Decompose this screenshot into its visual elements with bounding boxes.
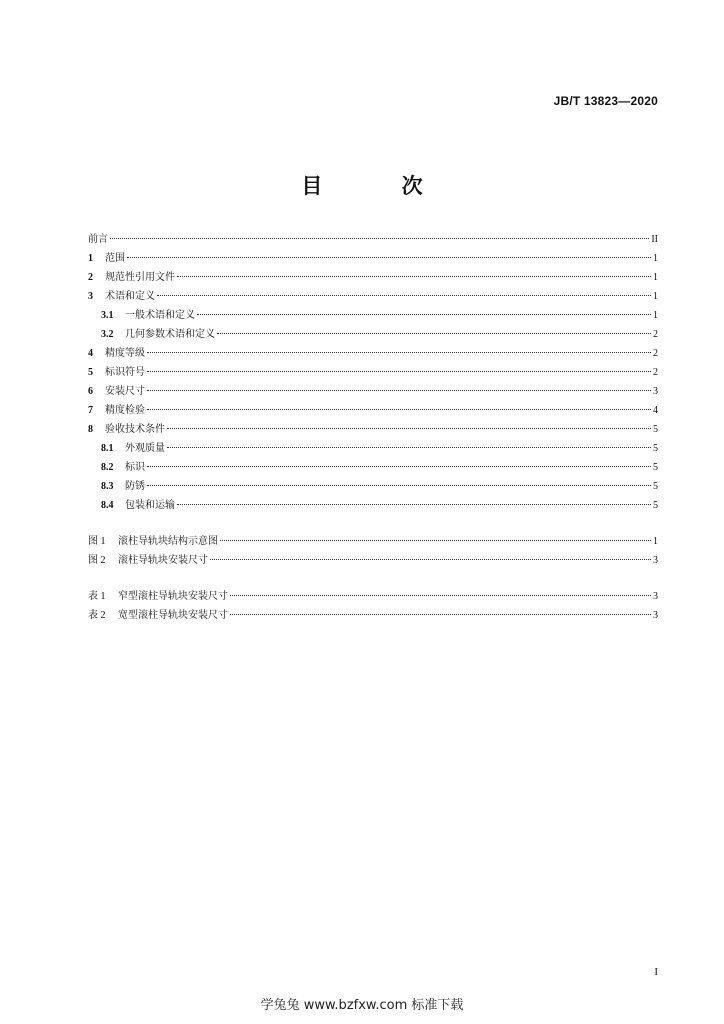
toc-entry[interactable] — [88, 344, 658, 363]
toc-entry-label: 规范性引用文件 — [105, 272, 175, 283]
toc-entry-number: 5 — [88, 367, 93, 378]
toc-entry-page: 5 — [653, 443, 658, 454]
table-of-contents — [88, 230, 658, 625]
toc-entry[interactable] — [88, 458, 658, 477]
toc-entry[interactable] — [88, 268, 658, 287]
dot-leader — [167, 447, 651, 448]
toc-entry-page: 5 — [653, 500, 658, 511]
toc-entry-number: 8 — [88, 424, 93, 435]
toc-entry-label: 一般术语和定义 — [125, 310, 195, 321]
toc-entry-page: 1 — [653, 253, 658, 264]
toc-entry-number: 8.4 — [101, 500, 114, 511]
toc-entry-label: 滚柱导轨块安装尺寸 — [118, 555, 208, 566]
dot-leader — [110, 238, 649, 239]
dot-leader — [147, 371, 651, 372]
toc-entry-number: 1 — [88, 253, 93, 264]
toc-entry[interactable] — [88, 230, 658, 249]
dot-leader — [167, 428, 651, 429]
toc-entry-number: 4 — [88, 348, 93, 359]
toc-figure-entry[interactable] — [88, 532, 658, 551]
toc-entry-label: 窄型滚柱导轨块安装尺寸 — [118, 591, 228, 602]
toc-entry-label: 标识 — [125, 462, 145, 473]
dot-leader — [210, 559, 651, 560]
toc-entry-page: 3 — [653, 555, 658, 566]
toc-entry-label: 外观质量 — [125, 443, 165, 454]
dot-leader — [147, 485, 651, 486]
toc-entry-label: 前言 — [88, 234, 108, 245]
toc-entry-number: 8.1 — [101, 443, 114, 454]
toc-entry-page: 3 — [653, 386, 658, 397]
page-title: 目 次 — [301, 174, 459, 198]
toc-entry-number: 7 — [88, 405, 93, 416]
toc-entry-page: 4 — [653, 405, 658, 416]
dot-leader — [147, 466, 651, 467]
toc-entry-label: 标识符号 — [105, 367, 145, 378]
toc-entry-label: 包装和运输 — [125, 500, 175, 511]
toc-entry-label: 滚柱导轨块结构示意图 — [118, 536, 218, 547]
dot-leader — [147, 352, 651, 353]
toc-entry[interactable] — [88, 325, 658, 344]
toc-figure-entry[interactable] — [88, 551, 658, 570]
toc-table-entry[interactable] — [88, 587, 658, 606]
toc-entry-label: 验收技术条件 — [105, 424, 165, 435]
toc-entry-number: 6 — [88, 386, 93, 397]
toc-entry[interactable] — [88, 496, 658, 515]
toc-entry-number: 表 1 — [88, 591, 106, 602]
toc-entry[interactable] — [88, 382, 658, 401]
dot-leader — [230, 614, 651, 615]
page-number: I — [654, 966, 658, 978]
toc-entry-label: 几何参数术语和定义 — [125, 329, 215, 340]
toc-entry-page: 1 — [653, 536, 658, 547]
dot-leader — [197, 314, 651, 315]
toc-entry-page: 5 — [653, 424, 658, 435]
toc-figures — [88, 532, 658, 570]
toc-entry[interactable] — [88, 287, 658, 306]
toc-entry-number: 2 — [88, 272, 93, 283]
toc-entry[interactable] — [88, 477, 658, 496]
dot-leader — [147, 390, 651, 391]
toc-entry-page: 3 — [653, 591, 658, 602]
toc-entry-page: II — [651, 234, 658, 245]
toc-entry-page: 2 — [653, 348, 658, 359]
toc-spacer — [88, 515, 658, 532]
toc-entry-number: 表 2 — [88, 610, 106, 621]
toc-table-entry[interactable] — [88, 606, 658, 625]
watermark: 学兔兔 www.bzfxw.com 标准下载 — [260, 998, 464, 1013]
dot-leader — [157, 295, 651, 296]
toc-entry-number: 3.2 — [101, 329, 114, 340]
dot-leader — [147, 409, 651, 410]
toc-entry-page: 2 — [653, 367, 658, 378]
toc-entry-number: 8.2 — [101, 462, 114, 473]
toc-entry-page: 3 — [653, 610, 658, 621]
toc-entry-label: 宽型滚柱导轨块安装尺寸 — [118, 610, 228, 621]
toc-spacer — [88, 570, 658, 587]
toc-entry-label: 防锈 — [125, 481, 145, 492]
toc-entry-label: 范围 — [105, 253, 125, 264]
toc-entry-number: 3.1 — [101, 310, 114, 321]
toc-entry[interactable] — [88, 401, 658, 420]
toc-entry[interactable] — [88, 249, 658, 268]
toc-entry-page: 2 — [653, 329, 658, 340]
toc-entry-label: 安装尺寸 — [105, 386, 145, 397]
toc-entry-number: 图 1 — [88, 536, 106, 547]
standard-number: JB/T 13823—2020 — [553, 94, 658, 108]
toc-entry-page: 1 — [653, 272, 658, 283]
dot-leader — [177, 276, 651, 277]
dot-leader — [230, 595, 651, 596]
toc-entry-page: 5 — [653, 462, 658, 473]
toc-entry[interactable] — [88, 363, 658, 382]
toc-sections — [88, 230, 658, 515]
toc-entry-label: 精度等级 — [105, 348, 145, 359]
toc-tables — [88, 587, 658, 625]
toc-entry[interactable] — [88, 420, 658, 439]
dot-leader — [217, 333, 651, 334]
toc-entry[interactable] — [88, 306, 658, 325]
dot-leader — [127, 257, 651, 258]
dot-leader — [177, 504, 651, 505]
toc-entry[interactable] — [88, 439, 658, 458]
toc-entry-page: 1 — [653, 291, 658, 302]
toc-entry-number: 8.3 — [101, 481, 114, 492]
toc-entry-page: 1 — [653, 310, 658, 321]
toc-entry-label: 术语和定义 — [105, 291, 155, 302]
toc-entry-number: 3 — [88, 291, 93, 302]
toc-entry-label: 精度检验 — [105, 405, 145, 416]
toc-entry-page: 5 — [653, 481, 658, 492]
toc-entry-number: 图 2 — [88, 555, 106, 566]
dot-leader — [220, 540, 651, 541]
